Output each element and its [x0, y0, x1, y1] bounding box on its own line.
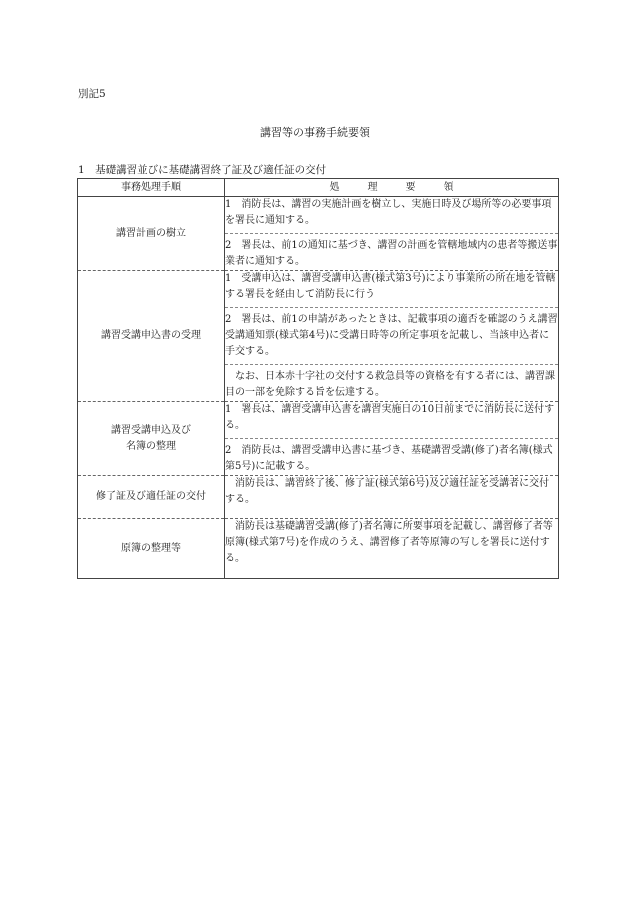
procedure-cell — [225, 402, 559, 476]
table-row — [78, 402, 559, 476]
step-cell — [78, 271, 225, 402]
header-procedure — [225, 179, 559, 197]
procedure-cell — [225, 476, 559, 519]
procedure-paragraph: 1 受講申込は、講習受講申込書(様式第3号)により事業所の所在地を管轄する署長を経由して消防長に行う — [225, 273, 556, 300]
procedure-paragraph: 1 署長は、講習受講申込書を講習実施日の10日前までに消防長に送付する。 — [225, 404, 555, 431]
table-row — [78, 476, 559, 519]
procedure-paragraph: 2 署長は、前1の申請があったときは、記載事項の適否を確認のうえ講習受講通知票(様式第4号)に受講日時等の所定事項を記載し、当該申込者に手交する。 — [225, 307, 558, 360]
procedure-paragraph: 2 消防長は、講習受講申込書に基づき、基礎講習受講(修了)者名簿(様式第5号)に記載する。 — [225, 438, 558, 475]
procedure-paragraph: 消防長は、講習終了後、修了証(様式第6号)及び適任証を受講者に交付する。 — [225, 478, 550, 505]
header-procedure-char: 処 — [329, 181, 340, 193]
step-cell — [78, 476, 225, 519]
step-label: 原簿の整理等 — [121, 542, 181, 554]
procedure-cell — [225, 271, 559, 402]
table-header-row — [78, 179, 559, 197]
header-procedure-char: 領 — [443, 181, 454, 193]
step-cell — [78, 519, 225, 579]
step-cell — [78, 197, 225, 271]
procedure-table — [77, 178, 559, 579]
header-procedure-char: 理 — [367, 181, 378, 193]
procedure-paragraph: 1 消防長は、講習の実施計画を樹立し、実施日時及び場所等の必要事項を署長に通知する。 — [225, 199, 552, 226]
step-label: 講習受講申込及び — [111, 424, 191, 436]
header-step: 事務処理手順 — [78, 179, 225, 197]
section-heading: 1 基礎講習並びに基礎講習終了証及び適任証の交付 — [78, 164, 327, 176]
procedure-cell — [225, 197, 559, 271]
table-row — [78, 519, 559, 579]
header-procedure-char: 要 — [405, 181, 416, 193]
procedure-paragraph: なお、日本赤十字社の交付する救急員等の資格を有する者には、講習課目の一部を免除する旨を伝達する。 — [225, 364, 558, 401]
document-title: 講習等の事務手続要領 — [260, 126, 370, 139]
annex-label: 別記5 — [78, 88, 106, 100]
table-row — [78, 197, 559, 271]
step-label: 講習計画の樹立 — [116, 227, 186, 239]
step-cell — [78, 402, 225, 476]
procedure-cell — [225, 519, 559, 579]
step-label: 名簿の整理 — [126, 440, 176, 452]
step-label: 講習受講申込書の受理 — [101, 330, 201, 341]
procedure-paragraph: 2 署長は、前1の通知に基づき、講習の計画を管轄地域内の患者等搬送事業者に通知する。 — [225, 233, 558, 270]
table-row — [78, 271, 559, 402]
step-label: 修了証及び適任証の交付 — [96, 491, 206, 502]
procedure-paragraph: 消防長は基礎講習受講(修了)者名簿に所要事項を記載し、講習修了者等原簿(様式第7号)を作成のうえ、講習修了者等原簿の写しを署長に送付する。 — [225, 521, 553, 564]
